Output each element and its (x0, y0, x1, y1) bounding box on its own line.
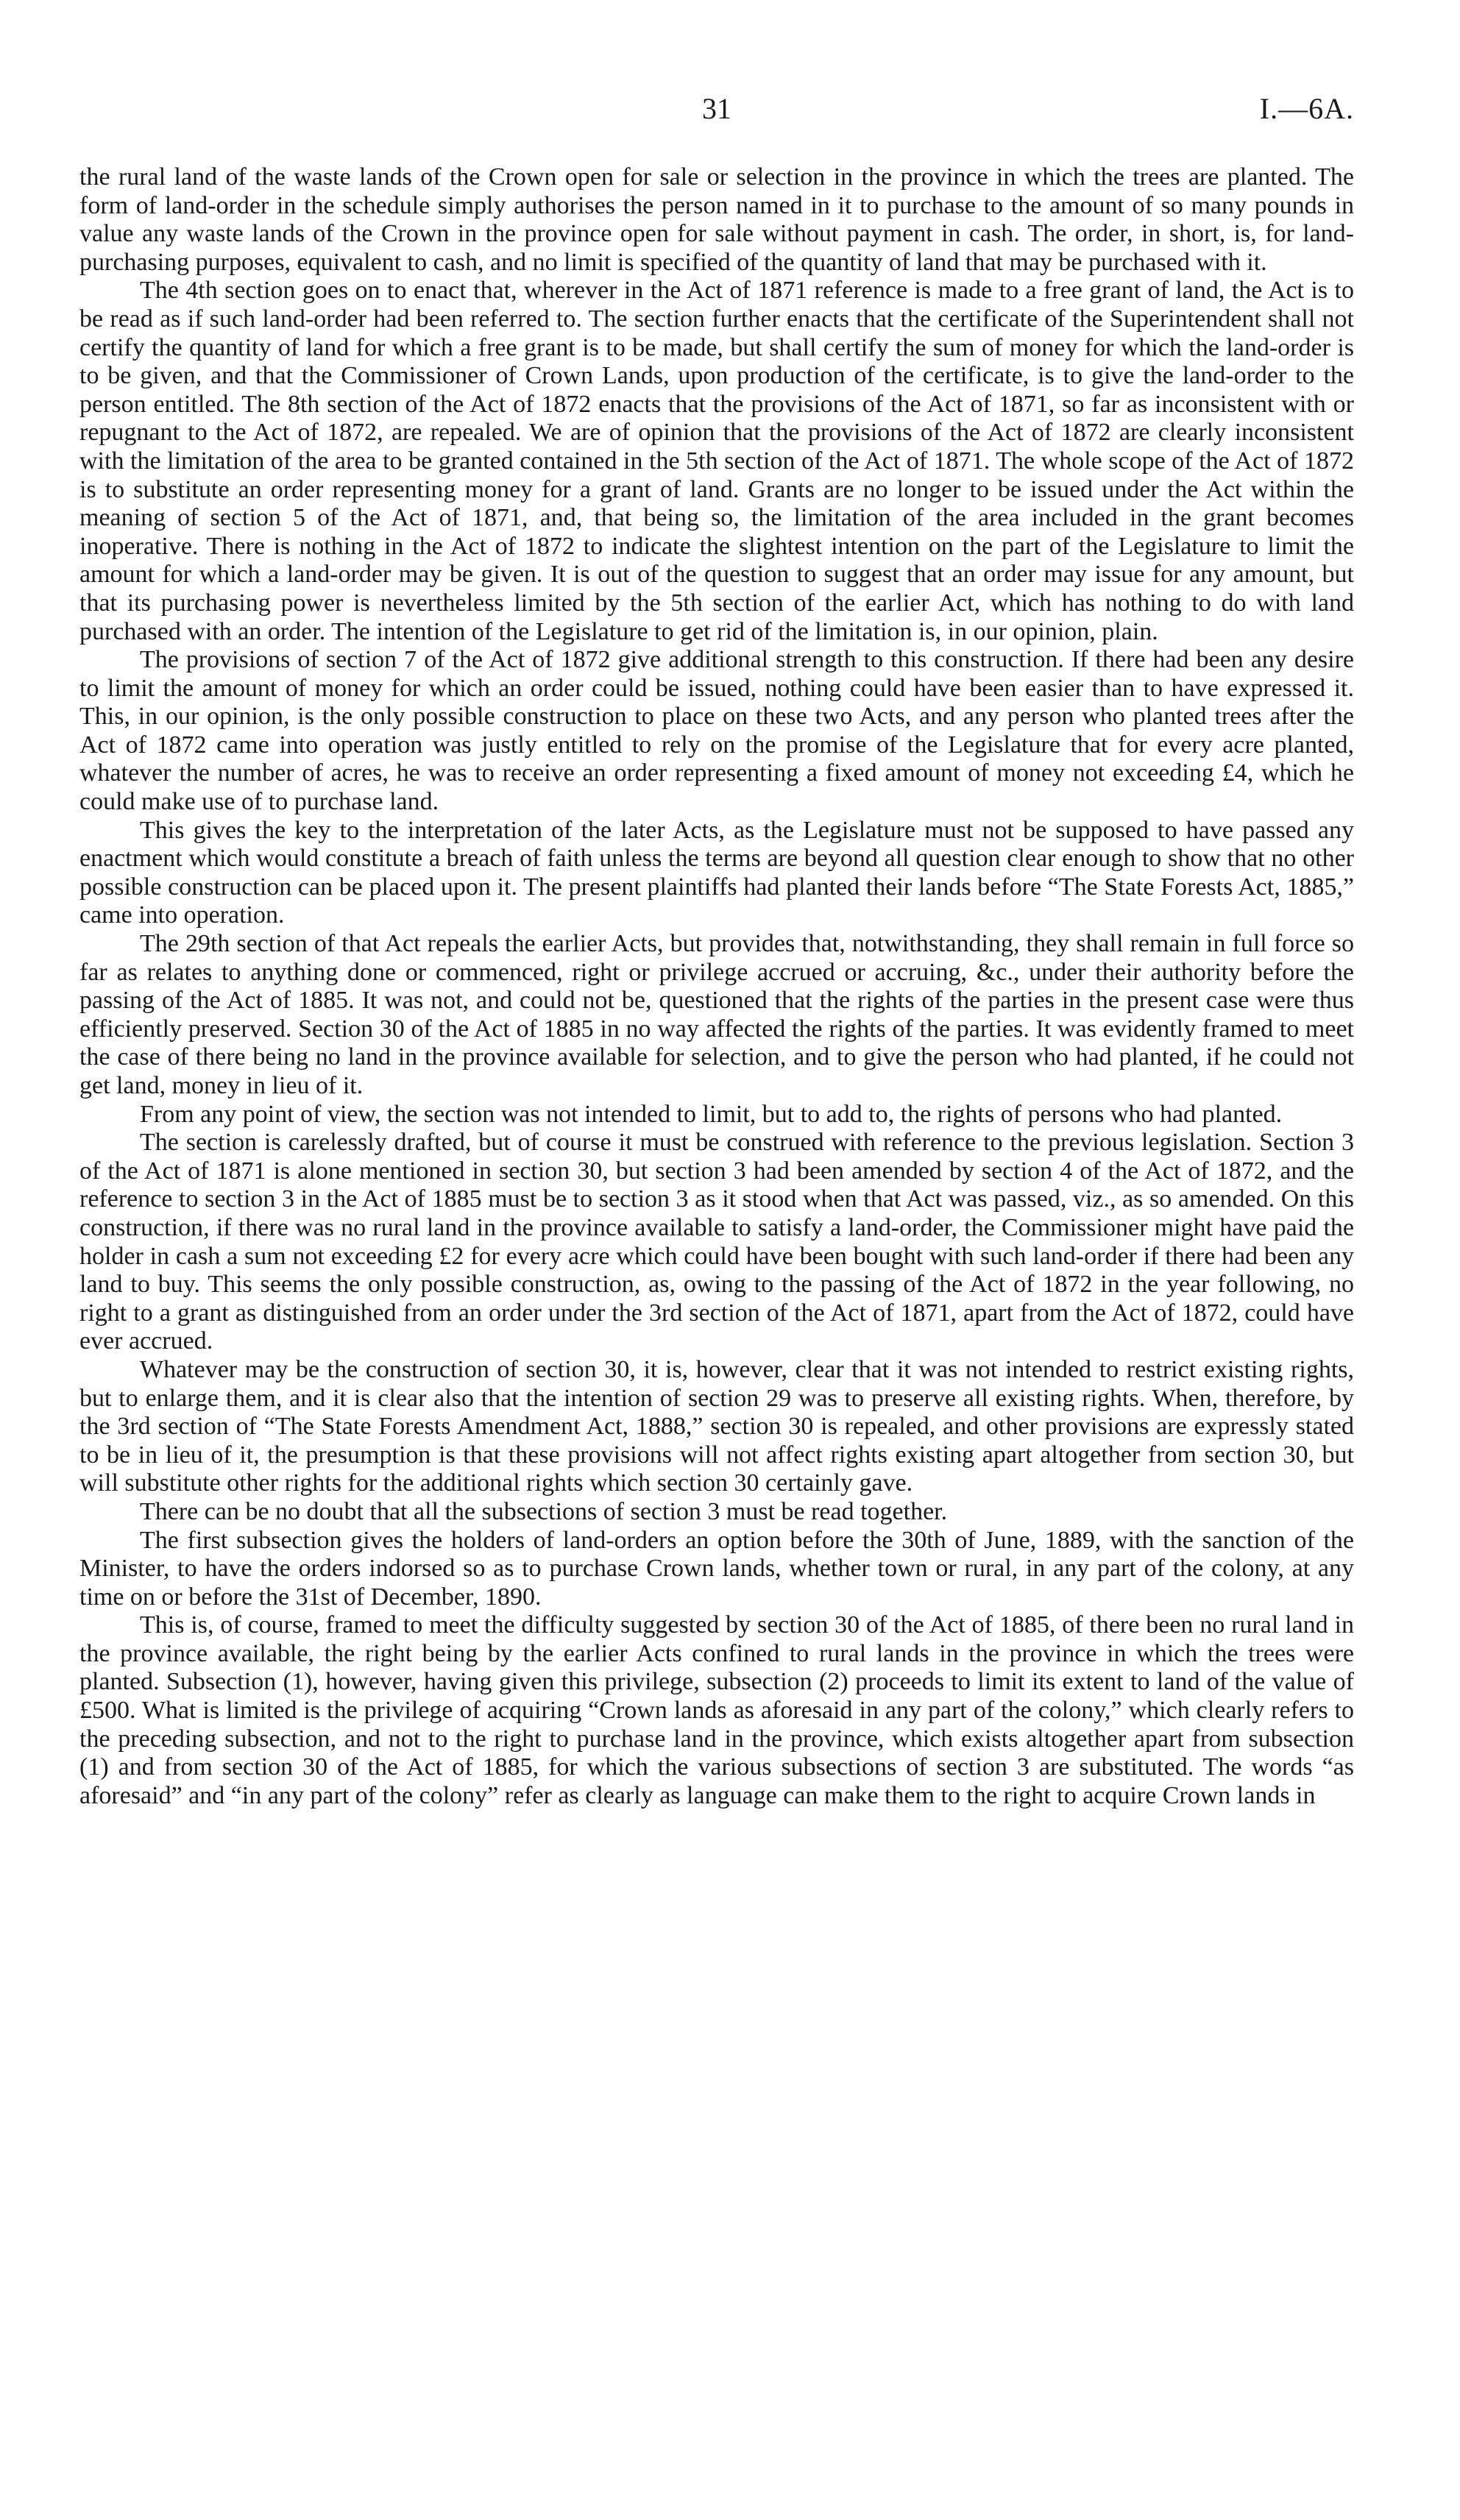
paragraph: This gives the key to the interpretation of the later Acts, as the Legislature must not be supposed to have passed any enactment which would constitute a breach of faith unless the terms are beyond all question clear enough to show that no other possible construction can be placed upon it. The present plaintiffs had planted their lands before “The State Forests Act, 1885,” came into operation. (79, 816, 1354, 929)
paragraph: The 29th section of that Act repeals the earlier Acts, but provides that, notwithstanding, they shall remain in full force so far as relates to anything done or commenced, right or privilege accrued or accruing, &c., under their authority before the passing of the Act of 1885. It was not, and could not be, questioned that the rights of the parties in the present case were thus efficiently preserved. Section 30 of the Act of 1885 in no way affected the rights of the parties. It was evidently framed to meet the case of there being no land in the province available for selection, and to give the person who had planted, if he could not get land, money in lieu of it. (79, 930, 1354, 1099)
paragraph: The first subsection gives the holders of land-orders an option before the 30th of June, 1889, with the sanction of the Minister, to have the orders indorsed so as to purchase Crown lands, whether town or rural, in any part of the colony, at any time on or before the 31st of December, 1890. (79, 1526, 1354, 1611)
paragraph: There can be no doubt that all the subsections of section 3 must be read together. (140, 1497, 948, 1525)
body-text (79, 163, 1354, 1810)
paragraph: The 4th section goes on to enact that, wherever in the Act of 1871 reference is made to a free grant of land, the Act is to be read as if such land-order had been referred to. The section further enacts that the certificate of the Superintendent shall not certify the quantity of land for which a free grant is to be made, but shall certify the sum of money for which the land-order is to be given, and that the Commissioner of Crown Lands, upon production of the certificate, is to give the land-order to the person entitled. The 8th section of the Act of 1872 enacts that the provisions of the Act of 1871, so far as inconsistent with or repugnant to the Act of 1872, are repealed. We are of opinion that the provisions of the Act of 1872 are clearly inconsistent with the limitation of the area to be granted contained in the 5th section of the Act of 1871. The whole scope of the Act of 1872 is to substitute an order representing money for a grant of land. Grants are no longer to be issued under the Act within the meaning of section 5 of the Act of 1871, and, that being so, the limitation of the area included in the grant becomes inoperative. There is nothing in the Act of 1872 to indicate the slightest intention on the part of the Legislature to limit the amount for which a land-order may be given. It is out of the question to suggest that an order may issue for any amount, but that its purchasing power is nevertheless limited by the 5th section of the earlier Act, which has nothing to do with land purchased with an order. The intention of the Legislature to get rid of the limitation is, in our opinion, plain. (79, 277, 1354, 645)
paragraph: The section is carelessly drafted, but of course it must be construed with reference to the previous legislation. Section 3 of the Act of 1871 is alone mentioned in section 30, but section 3 had been amended by section 4 of the Act of 1872, and the reference to section 3 in the Act of 1885 must be to section 3 as it stood when that Act was passed, viz., as so amended. On this construction, if there was no rural land in the province available to satisfy a land-order, the Commissioner might have paid the holder in cash a sum not exceeding £2 for every acre which could have been bought with such land-order if there had been any land to buy. This seems the only possible construction, as, owing to the passing of the Act of 1872 in the year following, no right to a grant as distinguished from an order under the 3rd section of the Act of 1871, apart from the Act of 1872, could have ever accrued. (79, 1129, 1354, 1355)
paragraph-continued: the rural land of the waste lands of the Crown open for sale or selection in the province in which the trees are planted. The form of land-order in the schedule simply authorises the person named in it to purchase to the amount of so many pounds in value any waste lands of the Crown in the province open for sale without payment in cash. The order, in short, is, for land-purchasing purposes, equivalent to cash, and no limit is specified of the quantity of land that may be purchased with it. (79, 163, 1354, 276)
page-header (79, 87, 1354, 131)
paragraph: From any point of view, the section was not intended to limit, but to add to, the rights of persons who had planted. (140, 1100, 1283, 1128)
document-reference: I.—6A. (1259, 92, 1354, 125)
paragraph: Whatever may be the construction of section 30, it is, however, clear that it was not intended to restrict existing rights, but to enlarge them, and it is clear also that the intention of section 29 was to preserve all existing rights. When, therefore, by the 3rd section of “The State Forests Amendment Act, 1888,” section 30 is repealed, and other provisions are expressly stated to be in lieu of it, the presumption is that these provisions will not affect rights existing apart altogether from section 30, but will substitute other rights for the additional rights which section 30 certainly gave. (79, 1355, 1354, 1497)
page-number: 31 (702, 92, 731, 125)
paragraph: This is, of course, framed to meet the difficulty suggested by section 30 of the Act of 1885, of there been no rural land in the province available, the right being by the earlier Acts confined to rural lands in the province in which the trees were planted. Subsection (1), however, having given this privilege, subsection (2) proceeds to limit its extent to land of the value of £500. What is limited is the privilege of acquiring “Crown lands as aforesaid in any part of the colony,” which clearly refers to the preceding subsection, and not to the right to purchase land in the province, which exists altogether apart from subsection (1) and from section 30 of the Act of 1885, for which the various subsections of section 3 are substituted. The words “as aforesaid” and “in any part of the colony” refer as clearly as language can make them to the right to acquire Crown lands in (79, 1611, 1354, 1809)
paragraph: The provisions of section 7 of the Act of 1872 give additional strength to this construction. If there had been any desire to limit the amount of money for which an order could be issued, nothing could have been easier than to have expressed it. This, in our opinion, is the only possible construction to place on these two Acts, and any person who planted trees after the Act of 1872 came into operation was justly entitled to rely on the promise of the Legislature that for every acre planted, whatever the number of acres, he was to receive an order representing a fixed amount of money not exceeding £4, which he could make use of to purchase land. (79, 646, 1354, 816)
